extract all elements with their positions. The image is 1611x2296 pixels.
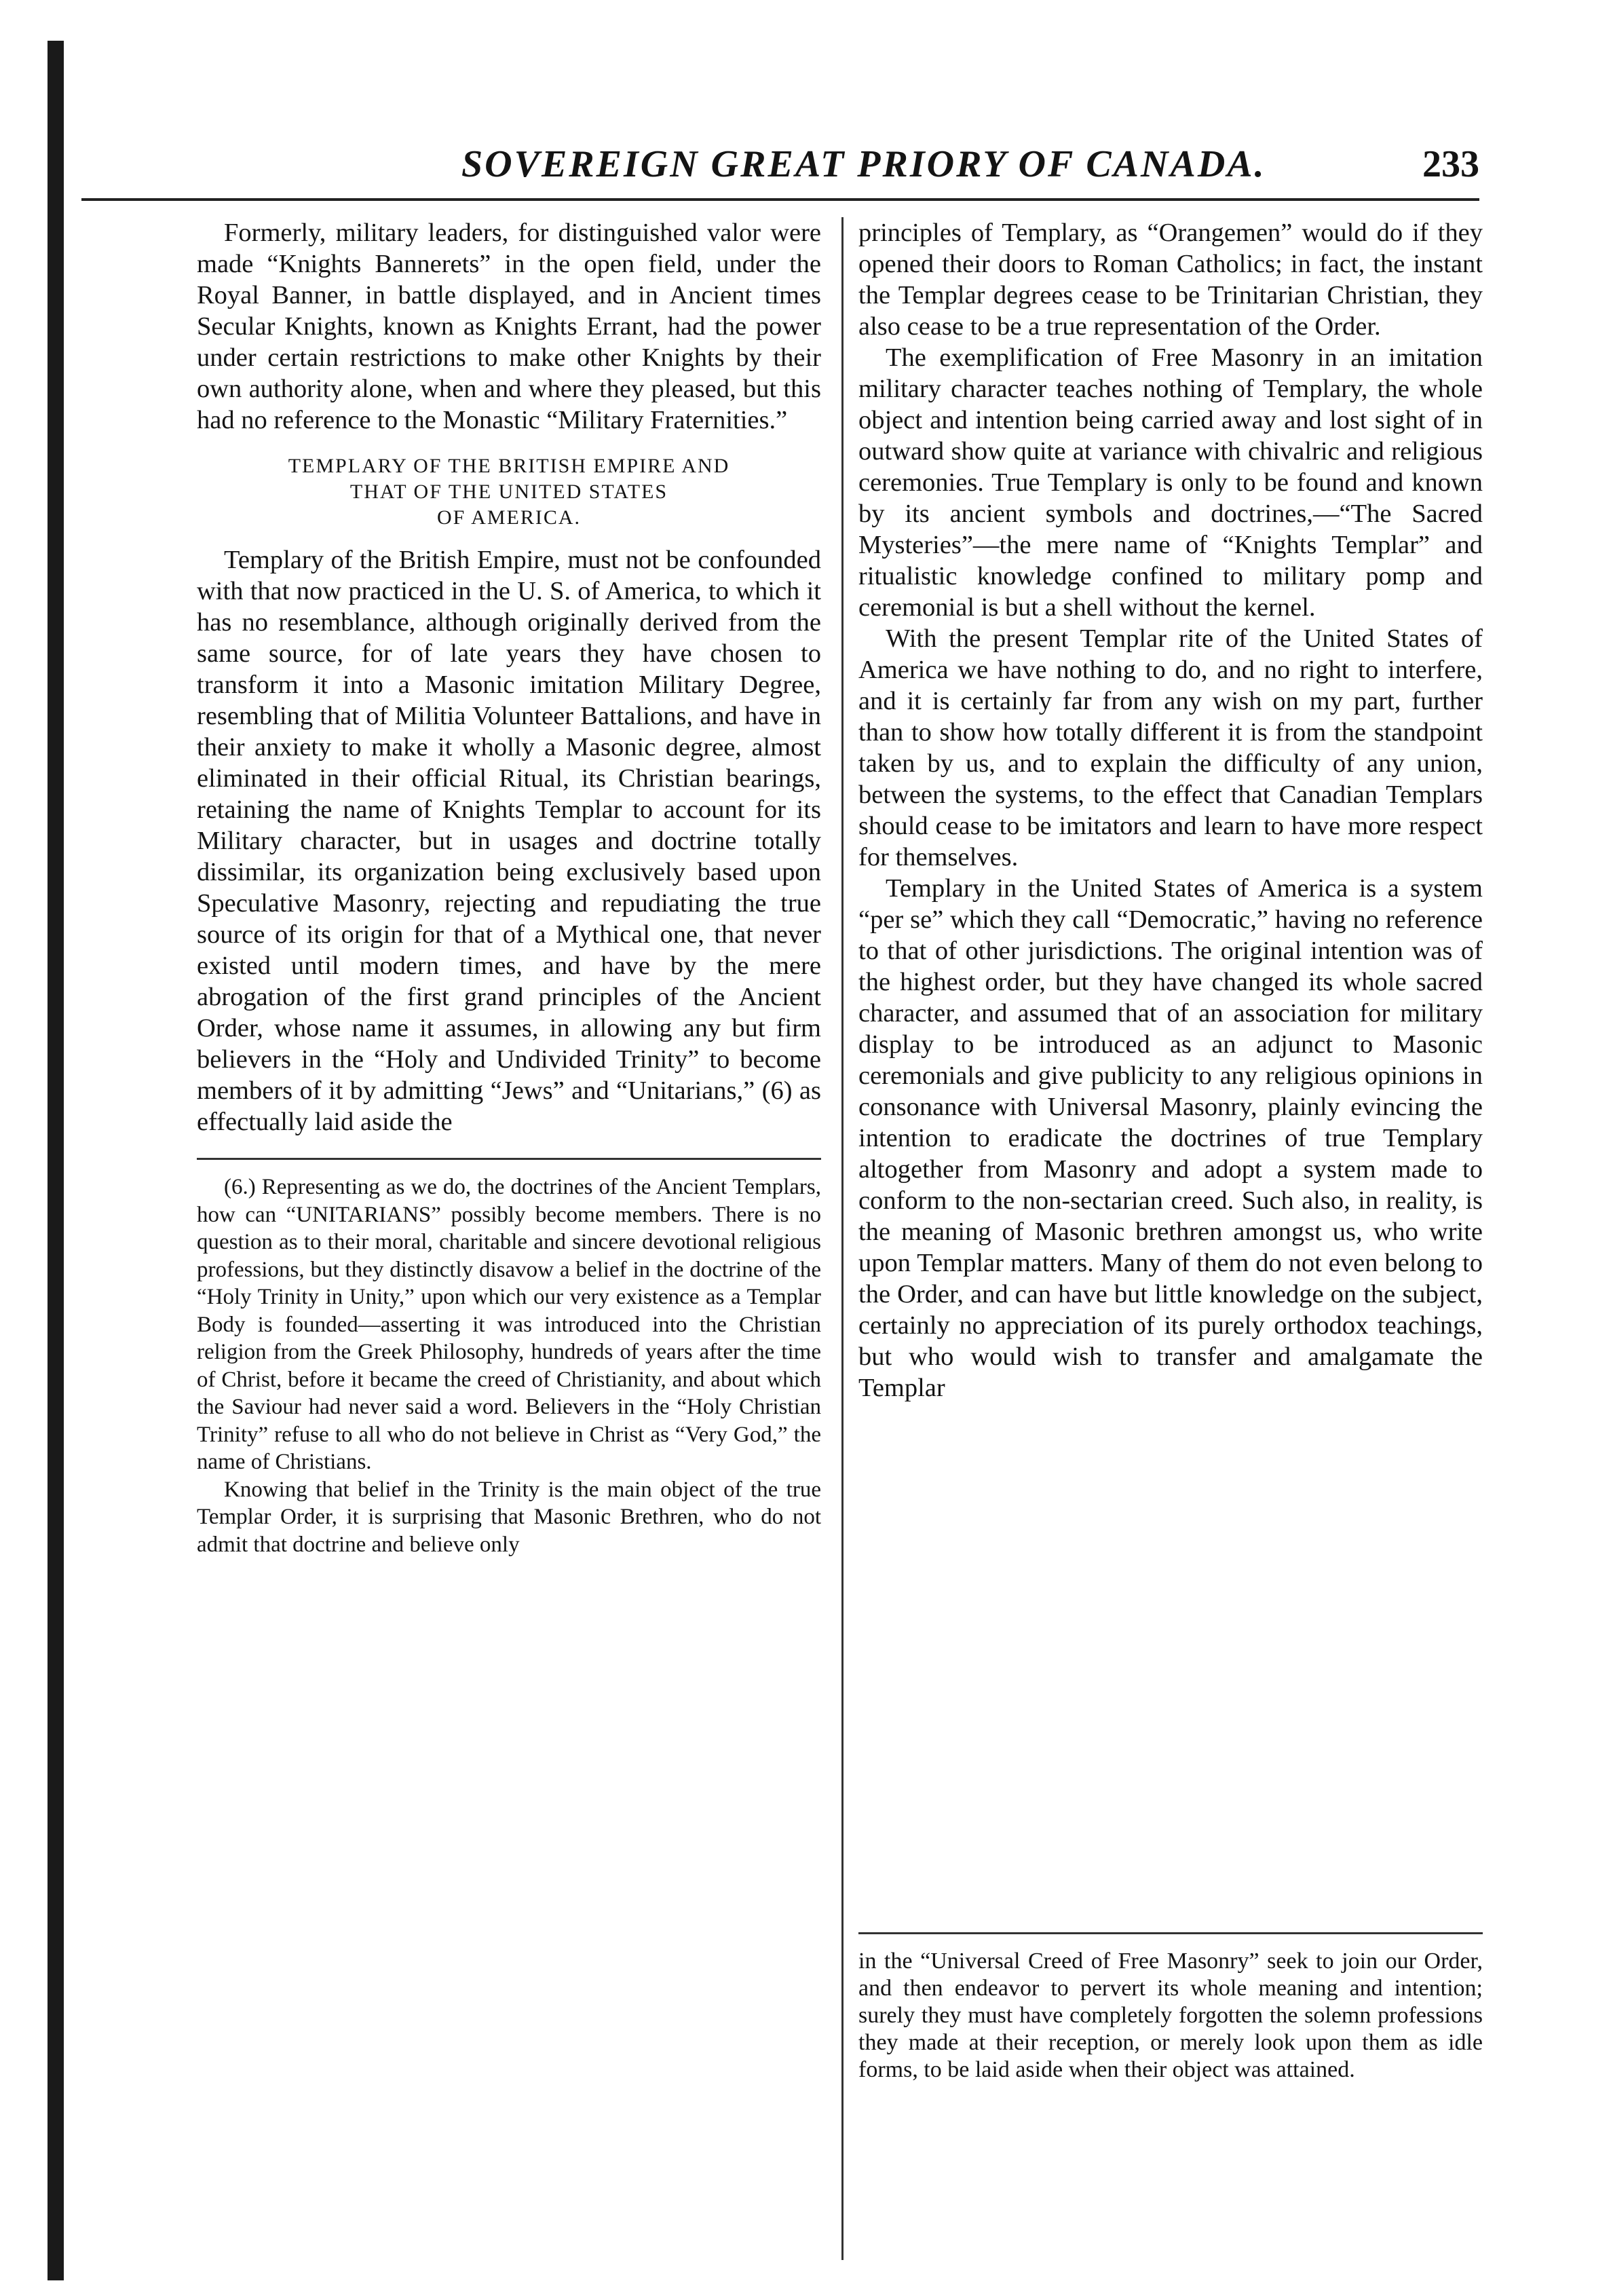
page-number: 233 [1422, 143, 1479, 185]
paragraph-orangemen: principles of Templary, as “Orangemen” would do if they opened their doors to Roman Catholics; in fact, the instant the Templar degrees cease to be Trinitarian Christian, they also cease to be a true representation of the Order. [858, 219, 1483, 341]
section-heading [197, 453, 821, 531]
right-column [858, 217, 1483, 1404]
section-heading-line: THAT OF THE UNITED STATES [349, 481, 668, 503]
left-column [197, 217, 821, 1558]
footnote-paragraph: (6.) Representing as we do, the doctrines of the Ancient Templars, how can “UNITARIANS” possibly become members. There is no question as to their moral, charitable and sincere devotional religious professions, but they distinctly disavow a belief in the doctrine of the “Holy Trinity in Unity,” upon which our very existence as a Templar Body is founded—asserting it was introduced into the Christian religion from the Greek Philosophy, hundreds of years after the time of Christ, before it became the creed of Christianity, and about which the Saviour had never said a word. Believers in the “Holy Christian Trinity” refuse to all who do not believe in Christ as “Very God,” the name of Christians. [197, 1175, 821, 1474]
paragraph-templary-british-empire: Templary of the British Empire, must not be confounded with that now practiced in the U. S. of America, to which it has no resemblance, although originally derived from the same source, for of late years they have chosen to transform it into a Masonic imitation Military Degree, resembling that of Militia Volunteer Battalions, and have in their anxiety to make it wholly a Masonic degree, almost eliminated in their official Ritual, its Christian bearings, retaining the name of Knights Templar to account for its Military character, but in usages and doctrine totally dissimilar, its organization being exclusively based upon Speculative Masonry, rejecting and repudiating the true source of its origin for that of a Mythical one, that never existed until modern times, and have by the mere abrogation of the first grand principles of the Ancient Order, whose name it assumes, in allowing any but firm believers in the “Holy and Undivided Trinity” to become members of it by admitting “Jews” and “Unitarians,” (6) as effectually laid aside the [197, 546, 821, 1136]
footnote-rule-right [858, 1932, 1483, 1934]
page-binding-edge [48, 41, 64, 2280]
section-heading-line: TEMPLARY OF THE BRITISH EMPIRE AND [288, 455, 730, 477]
paragraph-exemplification: The exemplification of Free Masonry in an imitation military character teaches nothing of Templary, the whole object and intention being carried away and lost sight of in outward show quite at variance with chivalric and religious ceremonies. True Templary is only to be found and known by its ancient symbols and doctrines,—“The Sacred Mysteries”—the mere name of “Knights Templar” and ritualistic knowledge confined to military pomp and ceremonial is but a shell without the kernel. [858, 343, 1483, 622]
footnote-6 [197, 1173, 821, 1558]
footnote-rule [197, 1158, 821, 1160]
footnote-paragraph: Knowing that belief in the Trinity is the main object of the true Templar Order, it is surprising that Masonic Brethren, who do not admit that doctrine and believe only [197, 1477, 821, 1557]
paragraph-knights-bannerets: Formerly, military leaders, for distinguished valor were made “Knights Bannerets” in the open field, under the Royal Banner, in battle displayed, and in Ancient times Secular Knights, known as Knights Errant, had the power under certain restrictions to make other Knights by their own authority alone, when and where they pleased, but this had no reference to the Monastic “Military Fraternities.” [197, 219, 821, 434]
footnote-continuation [858, 1948, 1483, 2084]
column-divider [841, 217, 844, 2260]
section-heading-line: OF AMERICA. [436, 506, 582, 529]
paragraph-templary-united-states: Templary in the United States of America is a system “per se” which they call “Democratic,” having no reference to that of other jurisdictions. The original intention was of the highest order, but they have changed its whole sacred character, and assumed that of an association for military display to be introduced as an adjunct to Masonic ceremonials and give publicity to any religious opinions in consonance with Universal Masonry, plainly evincing the intention to eradicate the doctrines of true Templary altogether from Masonry and adopt a system made to conform to the non-sectarian creed. Such also, in reality, is the meaning of Masonic brethren amongst us, who write upon Templar matters. Many of them do not even belong to the Order, and can have but little knowledge on the subject, certainly no appreciation of its purely orthodox teachings, but who would wish to transfer and amalgamate the Templar [858, 874, 1483, 1402]
footnote-paragraph: in the “Universal Creed of Free Masonry” seek to join our Order, and then endeavor to pervert its whole meaning and intention; surely they must have completely forgotten the solemn professions they made at their reception, or merely look upon them as idle forms, to be laid aside when their object was attained. [858, 1949, 1483, 2082]
paragraph-present-templar-rite: With the present Templar rite of the United States of America we have nothing to do, and no right to interfere, and it is certainly far from any wish on my part, further than to show how totally different it is from the standpoint taken by us, and to explain the difficulty of any union, between the systems, to the effect that Canadian Templars should cease to be imitators and learn to have more respect for themselves. [858, 624, 1483, 871]
header-rule [81, 198, 1479, 201]
running-header [81, 143, 1479, 197]
running-header-title: SOVEREIGN GREAT PRIORY OF CANADA. [461, 143, 1266, 185]
